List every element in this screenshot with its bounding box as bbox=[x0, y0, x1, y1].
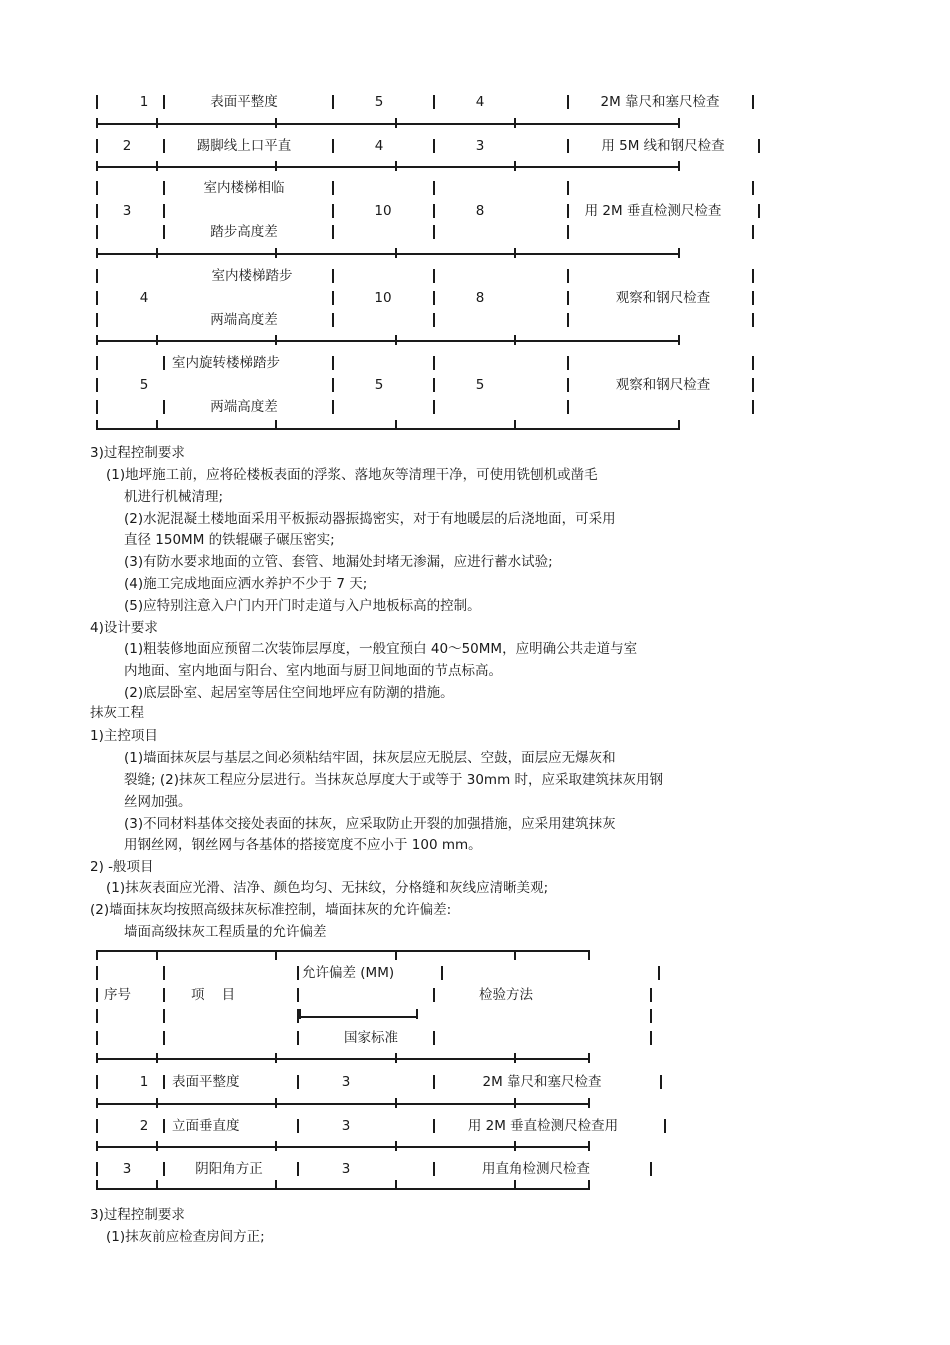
table-cell-no: 4 bbox=[139, 290, 149, 306]
table-cell-item: 表面平整度 bbox=[172, 1074, 240, 1090]
paragraph-line: (2)水泥混凝土楼地面采用平板振动器振捣密实，对于有地暖层的后浇地面，可采用 bbox=[124, 511, 616, 527]
table-cell-no: 2 bbox=[139, 1118, 149, 1134]
table-cell-item: 踏步高度差 bbox=[210, 224, 278, 240]
paragraph-line: 直径 150MM 的铁辊碾子碾压密实; bbox=[124, 532, 335, 548]
paragraph-line: 用钢丝网，钢丝网与各基体的搭接宽度不应小于 100 mm。 bbox=[124, 837, 482, 853]
table-caption: 墙面高级抹灰工程质量的允许偏差 bbox=[124, 924, 327, 940]
table-cell-item: 两端高度差 bbox=[210, 312, 278, 328]
table-border bbox=[163, 95, 165, 109]
paragraph-line: (1)墙面抹灰层与基层之间必须粘结牢固，抹灰层应无脱层、空鼓，面层应无爆灰和 bbox=[124, 750, 616, 766]
section-heading: 3)过程控制要求 bbox=[90, 445, 185, 461]
table-cell-enterprise: 8 bbox=[475, 203, 485, 219]
paragraph-line: (4)施工完成地面应洒水养护不少于 7 天; bbox=[124, 576, 368, 592]
table-cell-no: 1 bbox=[139, 1074, 149, 1090]
table-cell-method: 用 5M 线和钢尺检查 bbox=[601, 138, 725, 154]
table-cell-method: 观察和钢尺检查 bbox=[615, 377, 711, 393]
paragraph-line: 内地面、室内地面与阳台、室内地面与厨卫间地面的节点标高。 bbox=[124, 663, 502, 679]
header-method: 检验方法 bbox=[479, 987, 533, 1003]
table-cell-item: 室内楼梯踏步 bbox=[211, 268, 293, 284]
table-cell-no: 5 bbox=[139, 377, 149, 393]
table-cell-no: 3 bbox=[122, 203, 132, 219]
paragraph-line: (5)应特别注意入户门内开门时走道与入户地板标高的控制。 bbox=[124, 598, 481, 614]
paragraph-line: (1)粗装修地面应预留二次装饰层厚度，一般宜预白 40～50MM，应明确公共走道与室 bbox=[124, 641, 638, 657]
table-cell-national: 10 bbox=[374, 203, 392, 219]
table-border bbox=[332, 95, 334, 109]
section-heading: 4)设计要求 bbox=[90, 620, 158, 636]
table-cell-item: 踢脚线上口平直 bbox=[196, 138, 292, 154]
table-cell-national: 5 bbox=[374, 377, 384, 393]
table-cell-value: 3 bbox=[341, 1161, 351, 1177]
paragraph-line: (3)有防水要求地面的立管、套管、地漏处封堵无渗漏，应进行蓄水试验; bbox=[124, 554, 553, 570]
table-cell-enterprise: 8 bbox=[475, 290, 485, 306]
table-cell-method: 用 2M 垂直检测尺检查用 bbox=[467, 1118, 619, 1134]
table-cell-enterprise: 4 bbox=[475, 94, 485, 110]
table-cell-value: 3 bbox=[341, 1118, 351, 1134]
paragraph-line: (2)墙面抹灰均按照高级抹灰标准控制，墙面抹灰的允许偏差: bbox=[90, 902, 452, 918]
table-cell-item: 室内楼梯相临 bbox=[203, 180, 285, 196]
table-border bbox=[752, 95, 754, 109]
header-deviation: 允许偏差 (MM) bbox=[302, 965, 395, 981]
table-border bbox=[567, 95, 569, 109]
table-cell-method: 2M 靠尺和塞尺检查 bbox=[482, 1074, 602, 1090]
table-cell-item: 表面平整度 bbox=[210, 94, 278, 110]
paragraph-line: (1)抹灰表面应光滑、洁净、颜色均匀、无抹纹，分格缝和灰线应清晰美观; bbox=[106, 880, 549, 896]
paragraph-line: 裂缝; (2)抹灰工程应分层进行。当抹灰总厚度大于或等于 30mm 时，应采取建筑抹灰用钢 bbox=[124, 772, 664, 788]
table-cell-method: 用 2M 垂直检测尺检查 bbox=[584, 203, 722, 219]
section-heading: 1)主控项目 bbox=[90, 728, 158, 744]
paragraph-line: (1)抹灰前应检查房间方正; bbox=[106, 1229, 265, 1245]
table-cell-item: 室内旋转楼梯踏步 bbox=[172, 355, 280, 371]
paragraph-line: 丝网加强。 bbox=[124, 794, 192, 810]
table-cell-no: 3 bbox=[122, 1161, 132, 1177]
paragraph-line: 机进行机械清理; bbox=[124, 489, 224, 505]
table-cell-no: 1 bbox=[139, 94, 149, 110]
table-cell-item: 立面垂直度 bbox=[172, 1118, 240, 1134]
paragraph-line: (2)底层卧室、起居室等居住空间地坪应有防潮的措施。 bbox=[124, 685, 454, 701]
table-cell-national: 5 bbox=[374, 94, 384, 110]
table-cell-item: 阴阳角方正 bbox=[195, 1161, 263, 1177]
section-heading: 3)过程控制要求 bbox=[90, 1207, 185, 1223]
table-cell-method: 2M 靠尺和塞尺检查 bbox=[600, 94, 720, 110]
table-cell-method: 观察和钢尺检查 bbox=[615, 290, 711, 306]
section-heading: 2) -般项目 bbox=[90, 859, 154, 875]
header-item: 项 目 bbox=[191, 987, 236, 1003]
table-border bbox=[96, 95, 98, 109]
table-border bbox=[433, 95, 435, 109]
table-cell-national: 10 bbox=[374, 290, 392, 306]
table-rule bbox=[96, 123, 680, 125]
table-cell-no: 2 bbox=[122, 138, 132, 154]
table-cell-enterprise: 5 bbox=[475, 377, 485, 393]
paragraph-line: (3)不同材料基体交接处表面的抹灰，应采取防止开裂的加强措施，应采用建筑抹灰 bbox=[124, 816, 616, 832]
paragraph-line: (1)地坪施工前，应将砼楼板表面的浮浆、落地灰等清理干净，可使用铣刨机或凿毛 bbox=[106, 467, 598, 483]
section-title: 抹灰工程 bbox=[90, 705, 144, 721]
table-cell-method: 用直角检测尺检查 bbox=[482, 1161, 590, 1177]
header-national: 国家标准 bbox=[344, 1030, 398, 1046]
table-cell-enterprise: 3 bbox=[475, 138, 485, 154]
table-cell-national: 4 bbox=[374, 138, 384, 154]
table-cell-value: 3 bbox=[341, 1074, 351, 1090]
header-no: 序号 bbox=[104, 987, 131, 1003]
table-cell-item: 两端高度差 bbox=[210, 399, 278, 415]
